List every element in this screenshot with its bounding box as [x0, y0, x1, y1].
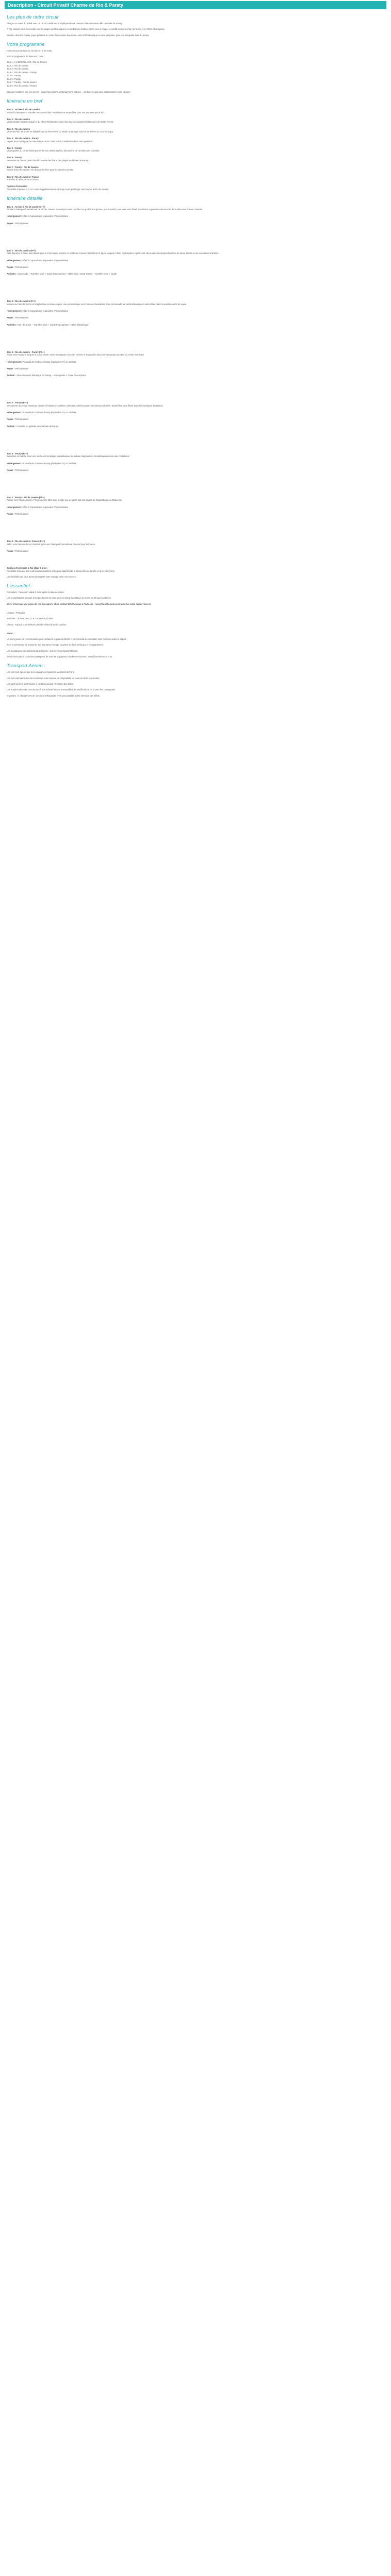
itinerary-options-title: Options d'extension: [7, 185, 28, 188]
detail-day-body: Retour vers Rio de Janeiro. Fin de journée libre pour profiter une dernière fois des plages de Copacabana ou d'Ipanema.: [7, 499, 122, 502]
detail-day-body: Montée au Pain de Sucre en téléphérique en deux étapes. Vue panoramique sur la baie de Guanabara. Puis promenade au Jardin Botanique et soirée libre dans le quartier animé de Lapa.: [7, 302, 187, 306]
itinerary-day-head: Jour 1 : Arrivée à Rio de Janeiro: [7, 108, 40, 111]
detail-hotel: Hébergement : Pousada de charme à Paraty (équivalent 4*) ou similaire: [7, 462, 77, 465]
itinerary-day-head: Jour 4 : Rio de Janeiro - Paraty: [7, 137, 39, 140]
program-summary: [7, 61, 384, 87]
section-title-transport: Transport Aérien :: [7, 663, 45, 669]
detail-day-body: Découverte du centre historique classé à l'UNESCO : églises coloniales, ruelles pavées et maisons colorées. Temps libre pour flâner dans les boutiques d'artisanat.: [7, 404, 164, 407]
detail-meals: Repas : Petit-déjeuner: [7, 549, 29, 552]
section-title-detail: Itinéraire détaillé: [7, 195, 43, 201]
detail-day-head: Jour 7 : Paraty - Rio de Janeiro (P/-/-): [7, 496, 45, 499]
transport-line: Les tarifs aériens sont soumis à variation jusqu'à l'émission des billets.: [7, 682, 74, 685]
essentiel-passport-note: Merci d'envoyer une copie de vos passeports et un contact téléphonique à l'adresse : resa@fromthemoon.com une fois votre séjour réservé.: [7, 602, 152, 605]
transport-line: Les vols sont opérés par les compagnies régulières au départ de Paris.: [7, 671, 75, 674]
detail-meals: Repas : Petit-déjeuner: [7, 418, 29, 421]
section-title-itinerary: Itinéraire en bref: [7, 98, 43, 105]
detail-day-body: Arrivée à l'aéroport international de Rio de Janeiro. Accueil par votre chauffeur et guide francophone, puis transfert privé vers votre hôtel. Installation et première découverte de la ville selon l'heure d'arrivée.: [7, 208, 203, 211]
essentiel-contact: Merci d'envoyer la copie des passeports de tous les voyageurs à l'adresse suivante : resa@fromthemoon.com: [7, 655, 112, 658]
essentiel-formalites: Formalités : Passeport valide 6 mois après la date de retour.: [7, 591, 64, 594]
detail-day-head: Jour 4 : Rio de Janeiro - Paraty (P/-/-): [7, 350, 45, 353]
summary-day: Jour 8 : Rio de Janeiro / France: [7, 84, 37, 87]
detail-day-body: Petit-déjeuner à l'hôtel puis départ pour le Corcovado. Montée en petit train à travers la forêt de la Tijuca jusqu'au Christ Rédempteur. Après-midi, découverte du quartier bohème de Santa Teresa et de ses ateliers d'artistes.: [7, 252, 219, 255]
detail-activities: Activités : Pain de Sucre – Transfert privé + Guide Francophone + Billet téléphérique: [7, 323, 89, 326]
detail-day-head: Jour 5 : Paraty (P/-/-): [7, 401, 28, 404]
summary-day: Jour 3 : Rio de Janeiro: [7, 67, 29, 71]
detail-hotel: Hébergement : Hôtel à Copacabana (équivalent 4*) ou similaire: [7, 505, 69, 509]
intro-paragraph-2: À Rio, laissez-vous émerveiller par les plages emblématiques, les ambiances festives et les vues à couper le souffle depuis le Pain de Sucre et le Christ Rédempteur.: [7, 28, 165, 31]
detail-day-body: Route vers Paraty le long de la Costa Verde, entre montagnes et océan. Arrivée et installation dans votre pousada au cœur du centre historique.: [7, 353, 145, 357]
essentiel-sante-body: Les moustiques sont présents toute l'année : prévoyez un répulsif efficace.: [7, 649, 78, 652]
detail-options-body: Possibilité d'ajouter des nuits supplémentaires à Rio pour approfondir la découverte de la ville et de ses environs.: [7, 569, 115, 572]
itinerary-day-body: Excursion en bateau privé à la découverte des îles et des plages de la baie de Paraty.: [7, 159, 89, 162]
section-title-highlights: Les plus de notre circuit: [7, 14, 59, 20]
essentiel-sante-body: La fièvre jaune est recommandée pour certaines régions du Brésil. Il est conseillé de consulter votre médecin avant le départ.: [7, 638, 127, 641]
itinerary-day-body: Visite privative du Corcovado et du Christ Rédempteur suivi d'un tour des quartiers historiques de Santa Teresa.: [7, 121, 114, 124]
essentiel-sante-title: Santé :: [7, 632, 14, 635]
essentiel-monnaie: Monnaie : Le Real (BRL) 1 € = environ 5,40 BRL: [7, 617, 54, 620]
detail-activities: Activité : Visite du centre historique de Paraty – Visite privée + Guide francophone: [7, 374, 86, 377]
detail-activities: Activités : Corcovado – Transfert privé + Guide Francophone + Billet train ; Santa Teresa – Transfert privé + Guide: [7, 273, 117, 276]
essentiel-climat: Climat : Tropical. La meilleure période s'étend d'avril à octobre.: [7, 623, 67, 626]
detail-activities: Activité : Croisière en goélette dans la baie de Paraty: [7, 425, 59, 428]
detail-day-head: Jour 2 : Rio de Janeiro (P/-/-): [7, 249, 37, 252]
detail-day-head: Jour 6 : Paraty (P/-/-): [7, 452, 28, 455]
detail-hotel: Hébergement : Hôtel à Copacabana (équivalent 4*) ou similaire: [7, 310, 69, 313]
detail-hotel: Hébergement : Pousada de charme à Paraty (équivalent 4*) ou similaire: [7, 411, 77, 414]
intro-paragraph-3: Ensuite, direction Paraty, joyau préservé au cœur d'une nature luxuriante, entre forêt atlantique et eaux turquoise, pour une escapade hors du temps.: [7, 33, 150, 37]
detail-meals: Repas : Petit-déjeuner: [7, 468, 29, 471]
itinerary-day-head: Jour 7 : Paraty - Rio de Janeiro: [7, 166, 39, 169]
itinerary-day-body: Visite du Pain de Sucre en téléphérique et découverte du Jardin Botanique, suivi d'une soirée au cœur de Lapa.: [7, 130, 114, 133]
program-line-1: Nous vous proposons ce circuit en 7 à 10 nuits.: [7, 49, 52, 52]
detail-day-head: Jour 1 : Arrivée à Rio de Janeiro (-/-/-): [7, 205, 45, 208]
detail-meals: Repas : Petit-déjeuner: [7, 316, 29, 319]
itinerary-options-body: Possibilité d'ajouter 1, 2 ou 3 nuits supplémentaires à Paraty ou de prolonger votre séjour à Rio de Janeiro.: [7, 188, 109, 191]
detail-hotel: Hébergement : Pousada de charme à Paraty (équivalent 4*) ou similaire: [7, 360, 77, 363]
detail-day-head: Jour 3 : Rio de Janeiro (P/-/-): [7, 300, 37, 303]
page: [4, 0, 387, 917]
summary-day: Jour 1 : AU DÉCOLLAGE / Rio de Janeiro: [7, 61, 47, 64]
detail-meals: Repas : Petit-déjeuner: [7, 265, 29, 268]
itinerary-day-body: Visite guidée du centre historique et de ses ruelles pavées, découverte de l'architecture coloniale.: [7, 149, 100, 152]
essentiel-sante-body: Il est recommandé de souscrire une assurance voyage couvrant les frais médicaux et le rapatriement.: [7, 643, 104, 647]
itinerary-day-head: Jour 5 : Paraty: [7, 146, 22, 149]
transport-line: Les horaires des vols sont donnés à titre indicatif et sont susceptibles de modifications de la part des compagnies.: [7, 688, 116, 691]
detail-hotel: Hébergement : Hôtel à Copacabana (équivalent 4*) ou similaire: [7, 259, 69, 262]
transport-line: Important : le changement de nom ou d'orthographe n'est pas possible après émission des billets.: [7, 694, 101, 697]
detail-day-body: Selon votre horaire de vol, transfert privé vers l'aéroport international et envol pour la France.: [7, 543, 96, 546]
itinerary-day-head: Jour 8 : Rio de Janeiro / France: [7, 175, 39, 178]
itinerary-day-head: Jour 2 : Rio de Janeiro: [7, 118, 30, 121]
detail-extra-line: Une flexibilité qui vous permet d'adapter votre voyage selon vos envies !: [7, 575, 76, 578]
detail-options-title: Options d'extension à Rio (Jour 9 à 11) :: [7, 567, 48, 570]
itinerary-day-body: Transfert à l'aéroport et vol retour.: [7, 178, 39, 181]
summary-day: Jour 5 : Paraty: [7, 74, 21, 77]
itinerary-day-body: Départ pour Paraty par la route côtière de la Costa Verde. Installation dans votre pousada.: [7, 140, 93, 143]
page-banner: Description - Circuit Privatif Charme de Rio & Paraty: [5, 1, 386, 9]
itinerary-day-head: Jour 6 : Paraty: [7, 156, 22, 159]
section-title-essentiel: L'essentiel :: [7, 583, 32, 589]
itinerary-day-body: Accueil à l'aéroport et transfert vers votre hôtel. Installation et temps libre pour vos premiers pas à Rio.: [7, 111, 105, 114]
essentiel-visa: Les ressortissants français n'ont pas besoin de visa pour un séjour touristique de moins de 90 jours au Brésil.: [7, 597, 111, 600]
detail-meals: Repas : Petit-déjeuner: [7, 513, 29, 516]
itinerary-day-body: Retour à Rio de Janeiro. Fin de journée libre pour les derniers achats.: [7, 168, 74, 172]
summary-day: Jour 7 : Paraty - Rio de Janeiro: [7, 81, 37, 84]
program-line-2: Voici le programme de base en 7 nuits :: [7, 55, 45, 58]
program-tail: Et nous n'oublions pas vos envies : ajout d'excursions, prolongement, options… contactez-nous pour personnaliser votre voyage !: [7, 91, 131, 94]
detail-day-head: Jour 8 : Rio de Janeiro / France (P/-/-): [7, 540, 45, 543]
essentiel-langue: Langue : Portugais: [7, 611, 25, 614]
summary-day: Jour 6 : Paraty: [7, 77, 21, 80]
intro-paragraph-1: Plongez au cœur du Brésil avec ce circuit combinant la mythique Rio de Janeiro et la charmante ville coloniale de Paraty.: [7, 22, 123, 25]
itinerary-day-head: Jour 3 : Rio de Janeiro: [7, 127, 30, 130]
summary-day: Jour 4 : Rio de Janeiro - Paraty: [7, 71, 37, 74]
detail-hotel: Hébergement : Hôtel à Copacabana (équivalent 4*) ou similaire: [7, 215, 69, 218]
summary-day: Jour 2 : Rio de Janeiro: [7, 64, 29, 67]
detail-meals: Repas : Petit-déjeuner: [7, 367, 29, 370]
section-title-program: Votre programme: [7, 41, 45, 47]
detail-meals: Repas : Petit-déjeuner: [7, 222, 29, 225]
transport-line: Les vols internationaux sont confirmés sous réserve de disponibilité au moment de la réservation.: [7, 676, 100, 680]
detail-day-body: Excursion en bateau privé vers les îles et les plages paradisiaques de la baie. Baignade et snorkeling dans des eaux cristallines.: [7, 455, 130, 458]
